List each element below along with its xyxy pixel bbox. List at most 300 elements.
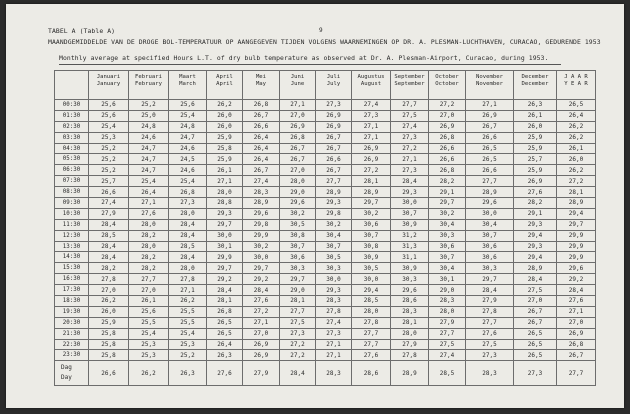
time-cell: 12:30	[55, 230, 89, 241]
temperature-cell: 24,7	[129, 154, 169, 165]
temperature-cell: 27,6	[352, 350, 391, 361]
table-row	[55, 187, 596, 198]
temperature-cell: 27,3	[352, 110, 391, 121]
temperature-cell: 26,5	[514, 328, 557, 339]
time-cell: 16:30	[55, 274, 89, 285]
temperature-cell: 26,2	[557, 165, 596, 176]
temperature-cell: 26,5	[514, 350, 557, 361]
table-row	[55, 132, 596, 143]
temperature-cell: 27,7	[466, 176, 514, 187]
temperature-cell: 27,2	[352, 165, 391, 176]
temperature-cell: 26,9	[316, 121, 352, 132]
temperature-cell: 26,9	[243, 339, 280, 350]
temperature-cell: 30,2	[280, 208, 316, 219]
temperature-cell: 25,4	[129, 176, 169, 187]
temperature-cell: 27,1	[129, 198, 169, 209]
time-cell: 13:30	[55, 241, 89, 252]
table-row	[55, 154, 596, 165]
temperature-cell: 30,7	[391, 208, 429, 219]
temperature-cell: 28,2	[129, 252, 169, 263]
daily-average-cell: 27,6	[207, 361, 243, 386]
temperature-cell: 27,2	[391, 143, 429, 154]
temperature-cell: 26,4	[207, 339, 243, 350]
column-header	[89, 71, 129, 100]
daily-average-cell: 27,3	[514, 361, 557, 386]
column-header-english: January	[96, 80, 121, 87]
temperature-cell: 26,5	[207, 317, 243, 328]
temperature-cell: 27,0	[280, 165, 316, 176]
temperature-cell: 26,9	[514, 176, 557, 187]
temperature-cell: 26,0	[89, 306, 129, 317]
temperature-cell: 28,4	[466, 285, 514, 296]
time-cell: 09:30	[55, 198, 89, 209]
temperature-cell: 27,3	[391, 132, 429, 143]
column-header	[129, 71, 169, 100]
temperature-cell: 27,3	[466, 350, 514, 361]
daily-average-cell: 26,3	[169, 361, 207, 386]
time-cell: 17:30	[55, 285, 89, 296]
temperature-cell: 31,3	[391, 241, 429, 252]
column-header-english: September	[394, 80, 425, 87]
temperature-cell: 28,4	[169, 230, 207, 241]
temperature-cell: 28,2	[89, 263, 129, 274]
temperature-cell: 29,9	[207, 252, 243, 263]
column-header-dutch: December	[521, 74, 549, 80]
column-header-dutch: November	[476, 74, 503, 80]
temperature-cell: 26,7	[557, 350, 596, 361]
temperature-cell: 28,0	[169, 208, 207, 219]
temperature-cell: 28,1	[280, 296, 316, 307]
column-header-dutch: October	[435, 74, 459, 80]
table-row	[55, 285, 596, 296]
temperature-cell: 26,4	[243, 132, 280, 143]
temperature-cell: 29,0	[280, 187, 316, 198]
table-row	[55, 241, 596, 252]
temperature-cell: 27,5	[280, 317, 316, 328]
column-header-dutch: Augustus	[357, 74, 385, 80]
daily-average-cell: 27,7	[557, 361, 596, 386]
column-header-english: March	[179, 80, 196, 87]
table-row	[55, 252, 596, 263]
column-header-dutch: September	[394, 74, 425, 80]
temperature-cell: 25,8	[207, 143, 243, 154]
temperature-cell: 27,1	[352, 132, 391, 143]
column-header	[391, 71, 429, 100]
temperature-cell: 27,9	[429, 317, 466, 328]
daily-average-cell: 28,6	[352, 361, 391, 386]
temperature-cell: 28,0	[280, 176, 316, 187]
temperature-cell: 28,6	[391, 296, 429, 307]
temperature-cell: 29,0	[280, 285, 316, 296]
temperature-cell: 25,4	[129, 328, 169, 339]
daily-average-cell: 28,3	[466, 361, 514, 386]
temperature-cell: 24,7	[169, 132, 207, 143]
column-header	[352, 71, 391, 100]
temperature-cell: 26,8	[429, 132, 466, 143]
temperature-cell: 28,2	[129, 263, 169, 274]
temperature-cell: 27,5	[429, 339, 466, 350]
temperature-cell: 25,5	[169, 306, 207, 317]
temperature-cell: 25,9	[207, 132, 243, 143]
temperature-cell: 29,3	[514, 219, 557, 230]
temperature-cell: 28,4	[391, 176, 429, 187]
temperature-cell: 25,4	[169, 328, 207, 339]
temperature-cell: 28,2	[129, 230, 169, 241]
temperature-cell: 28,4	[557, 285, 596, 296]
temperature-cell: 28,3	[391, 306, 429, 317]
temperature-cell: 30,0	[316, 274, 352, 285]
temperature-cell: 27,9	[466, 296, 514, 307]
temperature-cell: 27,4	[89, 198, 129, 209]
temperature-cell: 29,6	[466, 198, 514, 209]
temperature-cell: 25,6	[129, 306, 169, 317]
temperature-cell: 27,1	[352, 121, 391, 132]
temperature-cell: 30,6	[466, 252, 514, 263]
table-row	[55, 296, 596, 307]
temperature-cell: 30,6	[429, 241, 466, 252]
temperature-cell: 25,7	[89, 176, 129, 187]
temperature-cell: 27,7	[429, 328, 466, 339]
temperature-cell: 26,6	[466, 165, 514, 176]
temperature-cell: 29,7	[352, 198, 391, 209]
column-header	[514, 71, 557, 100]
temperature-cell: 30,2	[243, 241, 280, 252]
temperature-cell: 30,0	[391, 198, 429, 209]
table-row	[55, 208, 596, 219]
temperature-cell: 27,4	[391, 121, 429, 132]
temperature-cell: 29,7	[243, 263, 280, 274]
temperature-cell: 25,3	[129, 350, 169, 361]
temperature-cell: 30,2	[429, 208, 466, 219]
temperature-cell: 26,6	[243, 121, 280, 132]
temperature-cell: 25,6	[89, 100, 129, 111]
temperature-cell: 27,0	[280, 110, 316, 121]
temperature-cell: 29,4	[352, 285, 391, 296]
temperature-cell: 26,6	[89, 187, 129, 198]
temperature-cell: 28,4	[169, 252, 207, 263]
temperature-cell: 28,3	[429, 296, 466, 307]
temperature-cell: 25,5	[169, 317, 207, 328]
temperature-cell: 26,4	[129, 187, 169, 198]
temperature-cell: 27,1	[207, 176, 243, 187]
temperature-cell: 27,1	[466, 100, 514, 111]
temperature-cell: 25,3	[89, 132, 129, 143]
temperature-cell: 28,4	[89, 219, 129, 230]
temperature-cell: 28,5	[169, 241, 207, 252]
column-header-dutch: Juli	[326, 74, 341, 80]
column-header-english: August	[360, 80, 382, 87]
temperature-cell: 25,4	[169, 110, 207, 121]
daily-label-cell	[55, 361, 89, 386]
temperature-cell: 28,0	[207, 187, 243, 198]
time-cell: 03:30	[55, 132, 89, 143]
temperature-cell: 26,4	[243, 154, 280, 165]
temperature-cell: 29,2	[557, 274, 596, 285]
temperature-cell: 27,0	[557, 317, 596, 328]
column-header-dutch: Juni	[290, 74, 305, 80]
temperature-cell: 26,9	[352, 143, 391, 154]
temperature-cell: 30,4	[466, 219, 514, 230]
column-header-english: May	[255, 80, 267, 87]
table-row	[55, 121, 596, 132]
time-cell: 07:30	[55, 176, 89, 187]
temperature-cell: 25,8	[89, 328, 129, 339]
temperature-cell: 26,2	[207, 100, 243, 111]
temperature-cell: 26,4	[557, 110, 596, 121]
column-header	[169, 71, 207, 100]
temperature-cell: 29,2	[207, 274, 243, 285]
temperature-cell: 30,0	[466, 208, 514, 219]
temperature-cell: 26,8	[429, 165, 466, 176]
temperature-cell: 27,2	[280, 339, 316, 350]
temperature-cell: 29,7	[207, 219, 243, 230]
temperature-cell: 26,7	[280, 154, 316, 165]
temperature-cell: 27,7	[352, 339, 391, 350]
temperature-cell: 26,2	[89, 296, 129, 307]
column-header-dutch: Mei	[255, 74, 267, 80]
temperature-cell: 26,2	[557, 132, 596, 143]
temperature-cell: 30,5	[352, 263, 391, 274]
temperature-cell: 24,7	[129, 165, 169, 176]
column-header-english: Y E A R	[564, 80, 588, 87]
temperature-cell: 26,5	[466, 143, 514, 154]
time-cell: 21:30	[55, 328, 89, 339]
temperature-cell: 27,4	[429, 350, 466, 361]
temperature-cell: 26,9	[316, 110, 352, 121]
temperature-cell: 29,8	[316, 208, 352, 219]
temperature-cell: 25,0	[129, 110, 169, 121]
temperature-cell: 25,4	[89, 121, 129, 132]
temperature-cell: 27,3	[316, 100, 352, 111]
temperature-cell: 29,6	[557, 263, 596, 274]
temperature-cell: 27,8	[466, 306, 514, 317]
temperature-cell: 27,1	[391, 154, 429, 165]
temperature-cell: 26,7	[316, 143, 352, 154]
temperature-cell: 26,9	[466, 110, 514, 121]
temperature-cell: 29,4	[514, 230, 557, 241]
time-cell: 19:30	[55, 306, 89, 317]
temperature-cell: 25,4	[169, 176, 207, 187]
temperature-cell: 29,6	[280, 198, 316, 209]
temperature-cell: 25,9	[207, 154, 243, 165]
temperature-cell: 26,7	[316, 165, 352, 176]
temperature-cell: 25,9	[514, 132, 557, 143]
temperature-cell: 27,7	[391, 100, 429, 111]
temperature-cell: 28,0	[429, 306, 466, 317]
temperature-cell: 24,7	[129, 143, 169, 154]
table-row	[55, 176, 596, 187]
temperature-cell: 24,6	[129, 132, 169, 143]
temperature-cell: 30,4	[429, 263, 466, 274]
temperature-cell: 28,5	[352, 296, 391, 307]
temperature-cell: 29,7	[557, 219, 596, 230]
temperature-cell: 28,9	[316, 187, 352, 198]
table-row	[55, 110, 596, 121]
column-header-english: November	[476, 80, 503, 87]
column-header-dutch: Maart	[179, 74, 196, 80]
daily-label: Dag	[61, 364, 72, 372]
temperature-cell: 29,9	[557, 241, 596, 252]
temperature-cell: 26,9	[280, 121, 316, 132]
time-cell: 08:30	[55, 187, 89, 198]
temperature-cell: 26,6	[429, 143, 466, 154]
temperature-cell: 30,6	[280, 252, 316, 263]
temperature-cell: 28,0	[129, 241, 169, 252]
daily-average-cell: 26,2	[129, 361, 169, 386]
temperature-cell: 26,5	[207, 328, 243, 339]
temperature-cell: 27,2	[429, 100, 466, 111]
temperature-cell: 26,7	[514, 306, 557, 317]
temperature-cell: 28,0	[391, 328, 429, 339]
column-header-dutch: Januari	[96, 74, 121, 80]
table-row	[55, 100, 596, 111]
temperature-cell: 30,4	[316, 230, 352, 241]
temperature-cell: 26,1	[207, 165, 243, 176]
temperature-cell: 27,7	[129, 274, 169, 285]
temperature-cell: 28,3	[243, 187, 280, 198]
temperature-cell: 29,8	[243, 219, 280, 230]
temperature-cell: 26,0	[557, 154, 596, 165]
temperature-cell: 26,1	[129, 296, 169, 307]
temperature-cell: 29,6	[391, 285, 429, 296]
column-header	[280, 71, 316, 100]
temperature-cell: 27,6	[557, 296, 596, 307]
corner-cell	[55, 71, 89, 100]
temperature-cell: 25,8	[89, 350, 129, 361]
time-cell: 05:30	[55, 154, 89, 165]
temperature-cell: 30,1	[207, 241, 243, 252]
time-cell: 10:30	[55, 208, 89, 219]
temperature-cell: 27,6	[466, 328, 514, 339]
temperature-cell: 28,2	[514, 198, 557, 209]
temperature-cell: 25,2	[89, 154, 129, 165]
temperature-cell: 25,3	[129, 339, 169, 350]
temperature-cell: 27,0	[514, 296, 557, 307]
temperature-cell: 26,9	[557, 328, 596, 339]
column-header-english: February	[135, 80, 162, 87]
temperature-cell: 26,9	[352, 154, 391, 165]
temperature-cell: 31,2	[391, 230, 429, 241]
time-cell: 02:30	[55, 121, 89, 132]
temperature-cell: 28,9	[243, 198, 280, 209]
temperature-cell: 27,2	[243, 306, 280, 317]
document-title: MAANDGEMIDDELDE VAN DE DROGE BOL-TEMPERATUUR OP AANGEGEVEN TIJDEN VOLGENS WAARNEMINGEN OP DR. A. PLESMAN-LUCHTHAVEN, CURACAO, GEDURENDE 1953	[48, 38, 601, 46]
temperature-cell: 26,9	[429, 121, 466, 132]
column-header-english: April	[216, 80, 233, 87]
temperature-cell: 28,4	[169, 219, 207, 230]
temperature-cell: 30,9	[391, 263, 429, 274]
temperature-cell: 26,1	[514, 110, 557, 121]
temperature-cell: 27,8	[169, 274, 207, 285]
daily-average-cell: 28,5	[429, 361, 466, 386]
temperature-cell: 25,8	[89, 339, 129, 350]
temperature-cell: 28,0	[169, 263, 207, 274]
temperature-cell: 28,9	[352, 187, 391, 198]
temperature-cell: 26,8	[557, 339, 596, 350]
column-header	[207, 71, 243, 100]
temperature-cell: 27,4	[316, 317, 352, 328]
temperature-cell: 27,4	[243, 176, 280, 187]
temperature-cell: 31,1	[391, 252, 429, 263]
temperature-cell: 28,4	[89, 252, 129, 263]
temperature-cell: 27,8	[352, 317, 391, 328]
temperature-cell: 27,0	[243, 328, 280, 339]
column-header-dutch: Februari	[135, 74, 162, 80]
temperature-cell: 27,0	[89, 285, 129, 296]
temperature-cell: 28,4	[514, 274, 557, 285]
temperature-cell: 27,2	[280, 350, 316, 361]
temperature-cell: 28,8	[207, 198, 243, 209]
temperature-cell: 29,7	[207, 263, 243, 274]
temperature-cell: 28,4	[89, 241, 129, 252]
temperature-cell: 26,8	[243, 100, 280, 111]
temperature-cell: 26,7	[280, 143, 316, 154]
temperature-cell: 27,9	[89, 208, 129, 219]
temperature-cell: 28,1	[352, 176, 391, 187]
table-row	[55, 350, 596, 361]
temperature-cell: 26,1	[557, 143, 596, 154]
temperature-cell: 27,7	[280, 306, 316, 317]
temperature-cell: 25,2	[89, 143, 129, 154]
temperature-cell: 29,1	[514, 208, 557, 219]
temperature-cell: 30,9	[391, 219, 429, 230]
temperature-cell: 24,6	[169, 143, 207, 154]
temperature-cell: 30,7	[316, 241, 352, 252]
temperature-cell: 28,9	[557, 198, 596, 209]
page-number: 9	[319, 27, 323, 34]
column-header	[316, 71, 352, 100]
time-cell: 01:30	[55, 110, 89, 121]
daily-label: Day	[61, 374, 72, 382]
temperature-cell: 29,7	[466, 274, 514, 285]
temperature-cell: 29,1	[429, 187, 466, 198]
temperature-cell: 28,2	[429, 176, 466, 187]
table-row	[55, 143, 596, 154]
table-row	[55, 165, 596, 176]
temperature-cell: 30,5	[316, 252, 352, 263]
column-header	[557, 71, 596, 100]
table-header-row	[55, 71, 596, 100]
temperature-cell: 29,9	[243, 230, 280, 241]
column-header-english: July	[326, 80, 341, 87]
table-row	[55, 219, 596, 230]
temperature-cell: 28,0	[352, 306, 391, 317]
time-cell: 11:30	[55, 219, 89, 230]
temperature-cell: 24,8	[129, 121, 169, 132]
temperature-cell: 25,5	[129, 317, 169, 328]
temperature-cell: 26,6	[429, 154, 466, 165]
temperature-cell: 26,7	[514, 317, 557, 328]
temperature-cell: 25,9	[514, 165, 557, 176]
temperature-cell: 26,3	[514, 100, 557, 111]
temperature-cell: 26,0	[514, 121, 557, 132]
temperature-cell: 30,6	[466, 241, 514, 252]
temperature-cell: 30,7	[466, 230, 514, 241]
daily-average-cell: 28,9	[391, 361, 429, 386]
temperature-cell: 29,4	[514, 252, 557, 263]
temperature-cell: 29,3	[316, 285, 352, 296]
temperature-cell: 28,5	[89, 230, 129, 241]
temperature-cell: 28,1	[557, 187, 596, 198]
temperature-cell: 27,0	[429, 110, 466, 121]
temperature-cell: 27,1	[280, 100, 316, 111]
temperature-cell: 25,6	[89, 110, 129, 121]
temperature-cell: 27,3	[169, 198, 207, 209]
table-label: TABEL A (Table A)	[48, 27, 116, 35]
temperature-cell: 26,8	[207, 306, 243, 317]
temperature-cell: 30,8	[352, 241, 391, 252]
temperature-cell: 26,7	[466, 121, 514, 132]
